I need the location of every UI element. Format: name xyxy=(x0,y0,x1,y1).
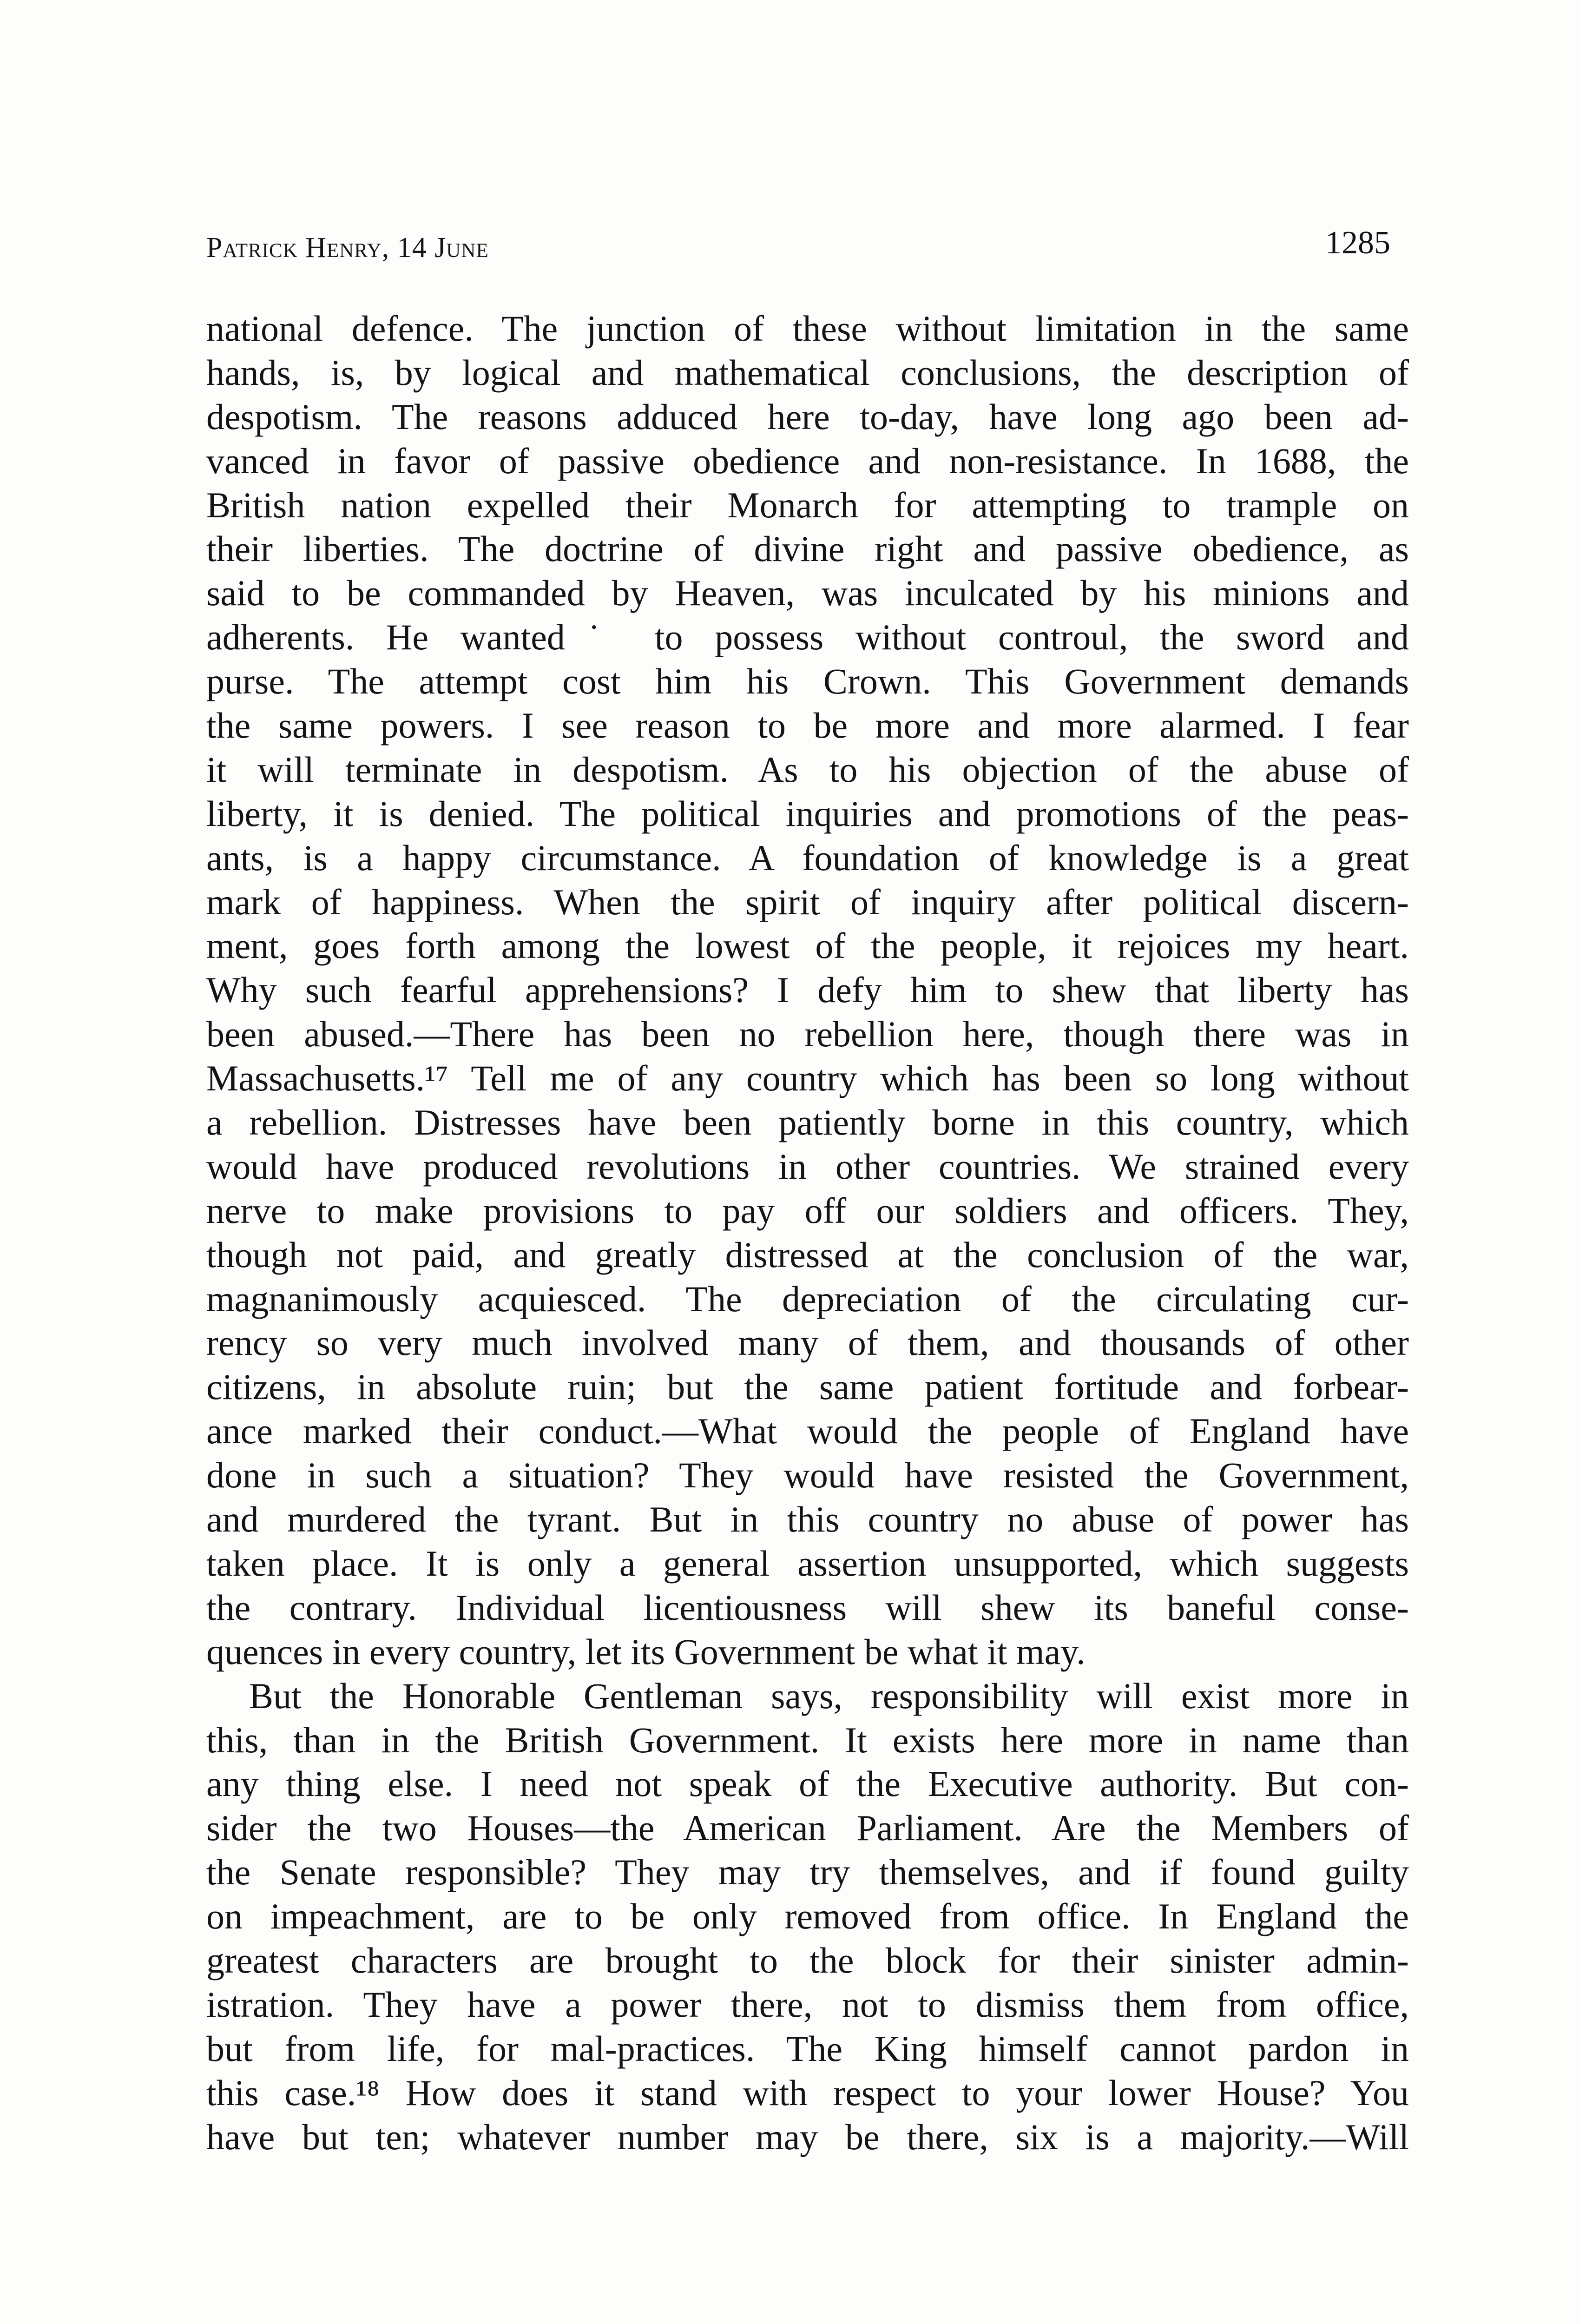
text-line: British nation expelled their Monarch for attempting to trample on xyxy=(206,484,1409,525)
text-line: ants, is a happy circumstance. A foundation of knowledge is a great xyxy=(206,837,1409,878)
text-line: mark of happiness. When the spirit of inquiry after political discern- xyxy=(206,881,1409,922)
text-line: rency so very much involved many of them, and thousands of other xyxy=(206,1322,1409,1363)
text-line: and murdered the tyrant. But in this country no abuse of power has xyxy=(206,1499,1409,1540)
text-line: adherents. He wanted˙ to possess without controul, the sword and xyxy=(206,617,1409,658)
text-line: done in such a situation? They would have resisted the Government, xyxy=(206,1455,1409,1496)
text-line: any thing else. I need not speak of the Executive authority. But con- xyxy=(206,1763,1409,1804)
text-line: taken place. It is only a general assertion unsupported, which suggests xyxy=(206,1543,1409,1584)
text-line: on impeachment, are to be only removed from office. In England the xyxy=(206,1896,1409,1937)
text-line: sider the two Houses—the American Parliament. Are the Members of xyxy=(206,1808,1409,1849)
text-line: liberty, it is denied. The political inquiries and promotions of the peas- xyxy=(206,793,1409,834)
text-line: istration. They have a power there, not to dismiss them from office, xyxy=(206,1984,1409,2025)
text-line: the same powers. I see reason to be more and more alarmed. I fear xyxy=(206,705,1409,746)
text-line: national defence. The junction of these without limitation in the same xyxy=(206,308,1409,349)
text-line: Massachusetts.¹⁷ Tell me of any country which has been so long without xyxy=(206,1058,1409,1099)
page-number: 1285 xyxy=(1325,225,1390,261)
running-head: Patrick Henry, 14 June xyxy=(206,232,489,264)
text-line: this case.¹⁸ How does it stand with respect to your lower House? You xyxy=(206,2072,1409,2113)
text-line: but from life, for mal-practices. The King himself cannot pardon in xyxy=(206,2028,1409,2069)
text-line: Why such fearful apprehensions? I defy him to shew that liberty has xyxy=(206,970,1409,1010)
text-line: ment, goes forth among the lowest of the people, it rejoices my heart. xyxy=(206,925,1409,966)
text-line: would have produced revolutions in other countries. We strained every xyxy=(206,1146,1409,1187)
text-line: despotism. The reasons adduced here to-day, have long ago been ad- xyxy=(206,396,1409,437)
text-line: vanced in favor of passive obedience and non-resistance. In 1688, the xyxy=(206,440,1409,481)
text-line: said to be commanded by Heaven, was inculcated by his minions and xyxy=(206,573,1409,614)
text-line: it will terminate in despotism. As to his objection of the abuse of xyxy=(206,749,1409,790)
text-line: quences in every country, let its Government be what it may. xyxy=(206,1631,1086,1672)
text-line: greatest characters are brought to the block for their sinister admin- xyxy=(206,1940,1409,1981)
text-line: been abused.—There has been no rebellion here, though there was in xyxy=(206,1014,1409,1055)
page-header xyxy=(206,227,1409,269)
text-line: But the Honorable Gentleman says, responsibility will exist more in xyxy=(249,1675,1409,1716)
text-line: citizens, in absolute ruin; but the same patient fortitude and forbear- xyxy=(206,1367,1409,1407)
text-line: a rebellion. Distresses have been patiently borne in this country, which xyxy=(206,1102,1409,1143)
text-line: this, than in the British Government. It exists here more in name than xyxy=(206,1719,1409,1760)
body-text xyxy=(206,307,1409,2159)
text-line: ance marked their conduct.—What would the people of England have xyxy=(206,1411,1409,1452)
text-line: the contrary. Individual licentiousness will shew its baneful conse- xyxy=(206,1587,1409,1628)
text-line: though not paid, and greatly distressed at the conclusion of the war, xyxy=(206,1234,1409,1275)
text-line: hands, is, by logical and mathematical conclusions, the description of xyxy=(206,352,1409,393)
text-line: nerve to make provisions to pay off our soldiers and officers. They, xyxy=(206,1190,1409,1231)
text-line: their liberties. The doctrine of divine right and passive obedience, as xyxy=(206,528,1409,569)
text-line: have but ten; whatever number may be there, six is a majority.—Will xyxy=(206,2116,1409,2157)
text-line: magnanimously acquiesced. The depreciation of the circulating cur- xyxy=(206,1278,1409,1319)
text-line: purse. The attempt cost him his Crown. This Government demands xyxy=(206,661,1409,702)
text-line: the Senate responsible? They may try themselves, and if found guilty xyxy=(206,1852,1409,1893)
